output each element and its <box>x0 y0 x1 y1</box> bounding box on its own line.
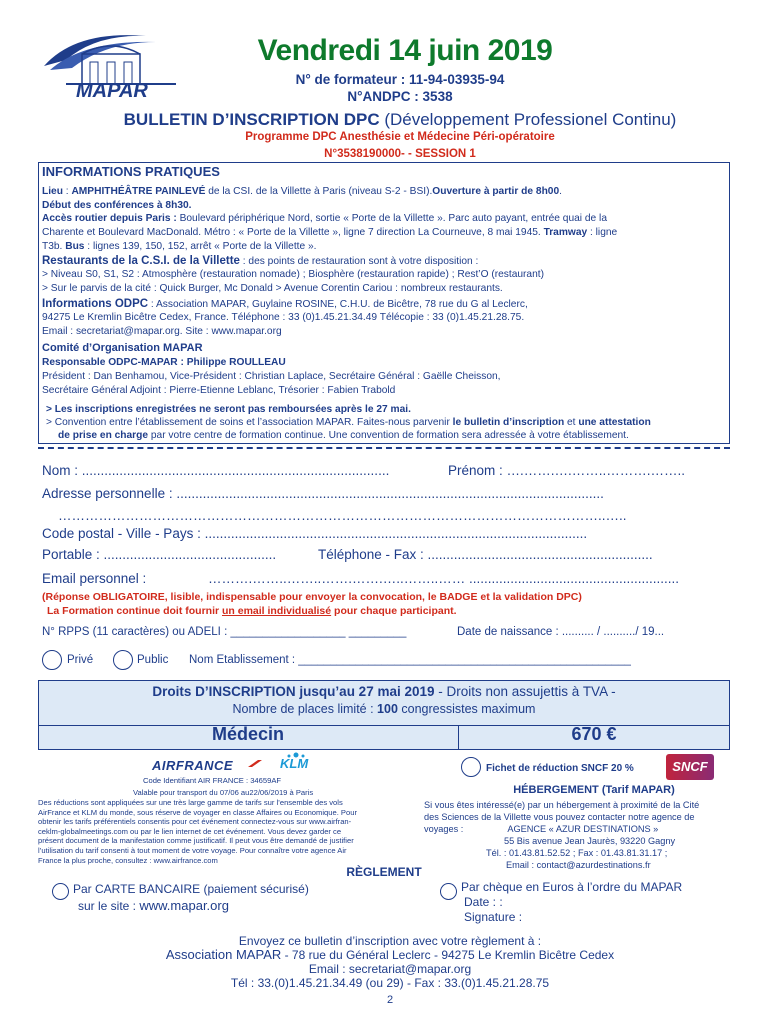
footer-address: Association MAPAR - 78 rue du Général Leclerc - 94275 Le Kremlin Bicêtre Cedex <box>165 947 615 962</box>
site-link[interactable]: www.mapar.org <box>139 898 229 913</box>
airfrance-code: Code Identifiant AIR FRANCE : 34659AF <box>143 776 282 785</box>
airfrance-validity: Valable pour transport du 07/06 au22/06/2019 à Paris <box>133 788 314 797</box>
page-title: Vendredi 14 juin 2019 <box>257 34 553 67</box>
prenom-field[interactable]: Prénom : ….…….….……..……….…….. <box>448 463 686 478</box>
adresse-field-line2[interactable]: …………………………………………………………………………………………………………..….. <box>58 508 627 523</box>
lieu-text: Lieu : AMPHITHÉÂTRE PAINLEVÉ de la CSI. de la Villette à Paris (niveau S-2 - BSI).Ouverture à partir de 8h00. <box>42 186 562 197</box>
page-number: 2 <box>386 994 394 1006</box>
debut-text: Début des conférences à 8h30. <box>42 200 192 211</box>
bulletin-title: BULLETIN D’INSCRIPTION DPC (Développement Professionel Continu) <box>123 110 677 129</box>
note-prise-en-charge: de prise en charge par votre centre de formation continue. Une convention de formation sera adressée à votre établissement. <box>58 430 629 441</box>
formateur-number: N° de formateur : 11-94-03935-94 <box>295 72 505 87</box>
prive-label: Privé <box>67 654 94 666</box>
comite-line2: Secrétaire Général Adjoint : Pierre-Etienne Leblanc, Trésorier : Fabien Trabold <box>42 385 396 396</box>
naissance-field[interactable]: Date de naissance : .......... / ........../ 19... <box>457 626 665 638</box>
sncf-radio[interactable] <box>461 757 481 777</box>
odpc-line2: 94275 Le Kremlin Bicêtre Cedex, France. Téléphone : 33 (0)1.45.21.34.49 Télécopie : 33 (0)1.45.21.28.75. <box>42 312 525 323</box>
cheque-date[interactable]: Date : : <box>464 895 503 909</box>
etablissement-field[interactable]: Nom Etablissement : ____________________________________________________ <box>189 654 631 666</box>
logo-text: MAPAR <box>76 80 148 102</box>
comite-heading: Comité d’Organisation MAPAR <box>42 342 203 354</box>
resto-line2: > Niveau S0, S1, S2 : Atmosphère (restauration nomade) ; Biosphère (restauration rapide) ; Rest’O (restaurant) <box>42 269 544 280</box>
andpc-number: N°ANDPC : 3538 <box>347 89 453 104</box>
info-heading: INFORMATIONS PRATIQUES <box>42 164 220 179</box>
mapar-logo <box>36 26 186 106</box>
places: Nombre de places limité : 100 congressistes maximum <box>232 702 536 716</box>
email-label: Email personnel : <box>42 571 147 586</box>
rpps-field[interactable]: N° RPPS (11 caractères) ou ADELI : __________________ _________ <box>42 626 407 638</box>
cheque-label: Par chèque en Euros à l’ordre du MAPAR <box>461 880 683 894</box>
carte-radio[interactable] <box>52 883 69 900</box>
resto-text: Restaurants de la C.S.I. de la Villette : des points de restauration sont à votre disposition : <box>42 255 479 267</box>
klm-logo: KLM <box>280 756 309 771</box>
adresse-field[interactable]: Adresse personnelle : .................................................................................................................. <box>42 486 604 501</box>
acces-line2: Charente et Boulevard MacDonald. Métro : « Porte de la Villette », ligne 7 direction La Courneuve, 8 mai 1945. Tramway : ligne <box>42 227 618 238</box>
responsable: Responsable ODPC-MAPAR : Philippe ROULLEAU <box>42 357 286 368</box>
session: N°3538190000- - SESSION 1 <box>324 148 476 160</box>
site-line: sur le site : www.mapar.org <box>78 898 229 913</box>
sncf-logo: SNCF <box>666 754 714 780</box>
footer-email: Email : secretariat@mapar.org <box>308 962 472 976</box>
odpc-text: Informations ODPC : Association MAPAR, Guylaine ROSINE, C.H.U. de Bicêtre, 78 rue du G al Leclerc, <box>42 298 528 310</box>
cheque-radio[interactable] <box>440 883 457 900</box>
airfrance-stripe-icon <box>248 756 262 766</box>
odpc-line3: Email : secretariat@mapar.org. Site : www.mapar.org <box>42 326 282 337</box>
hebergement-title: HÉBERGEMENT (Tarif MAPAR) <box>513 784 675 796</box>
note-remboursement: > Les inscriptions enregistrées ne seront pas remboursées après le 27 mai. <box>46 404 411 415</box>
cut-line <box>38 447 730 449</box>
comite-line1: Président : Dan Benhamou, Vice-Président : Christian Laplace, Secrétaire Général : Gaëlle Cheisson, <box>42 371 501 382</box>
airfrance-logo: AIRFRANCE <box>152 758 234 773</box>
footer-send: Envoyez ce bulletin d’inscription avec votre règlement à : <box>238 934 542 948</box>
public-radio[interactable] <box>113 650 133 670</box>
footer-phone: Tél : 33.(0)1.45.21.34.49 (ou 29) - Fax : 33.(0)1.45.21.28.75 <box>230 976 550 990</box>
email-individual-note: La Formation continue doit fournir un email individualisé pour chaque participant. <box>47 605 457 617</box>
programme: Programme DPC Anesthésie et Médecine Péri-opératoire <box>245 131 555 143</box>
droits-title: Droits D’INSCRIPTION jusqu’au 27 mai 2019 - Droits non assujettis à TVA - <box>152 684 616 699</box>
cheque-signature[interactable]: Signature : <box>464 910 523 924</box>
carte-label: Par CARTE BANCAIRE (paiement sécurisé) <box>73 882 309 896</box>
cp-ville-field[interactable]: Code postal - Ville - Pays : ...................................................................................................... <box>42 526 588 541</box>
prive-radio[interactable] <box>42 650 62 670</box>
acces-text: Accès routier depuis Paris : Boulevard périphérique Nord, sortie « Porte de la Villette ». Parc auto payant, entrée quai de la <box>42 213 607 224</box>
sncf-fichet: Fichet de réduction SNCF 20 % <box>486 763 634 774</box>
email-warning: (Réponse OBLIGATOIRE, lisible, indispensable pour envoyer la convocation, le BADGE et la validation DPC) <box>42 591 582 603</box>
airfrance-text: Des réductions sont appliquées sur une très large gamme de tarifs sur l’ensemble des vols AirFrance et KLM du monde, sous réserve de voyager en classe Affaires ou Economique. Pour obtenir les tarifs préférentiels consentis pour cet événement connectez-vous sur www.airfran- ceklm-globalmeetings.com ou par le lien internet de cet événement. Vous devez garder ce présent document de la manifestation comme justificatif. Il peut vous être demandé de justifier l’utilisation du tarif consenti à tout moment de votre voyage. Pour connaître votre agence Air France la plus proche, consultez : www.airfrance.com <box>38 798 357 865</box>
note-convention: > Convention entre l’établissement de soins et l’association MAPAR. Faites-nous parvenir le bulletin d’inscription et une attestation <box>46 417 651 428</box>
public-label: Public <box>137 654 169 666</box>
telephone-field[interactable]: Téléphone - Fax : ............................................................ <box>318 547 653 562</box>
nom-field[interactable]: Nom : .................................................................................. <box>42 463 390 478</box>
medecin-label: Médecin <box>211 724 285 744</box>
reglement-title: RÈGLEMENT <box>346 865 422 879</box>
price: 670 € <box>571 724 617 744</box>
email-field[interactable]: ……….……..……..…….…….…..……..…… ........................................................ <box>208 571 680 586</box>
portable-field[interactable]: Portable : .............................................. <box>42 547 277 562</box>
hebergement-text: Si vous êtes intéressé(e) par un hébergement à proximité de la Cité des Sciences de la Villette vous pouvez contacter notre agence de voyages : AGENCE « AZUR DESTINATIONS » 55 Bis avenue Jean Jaurès, 93220 Gagny Tél. : 01.43.81.52.52 ; Fax : 01.43.81.31.17 ; Email : contact@azurdestinations.fr <box>424 800 700 870</box>
acces-line3: T3b. Bus : lignes 139, 150, 152, arrêt « Porte de la Villette ». <box>42 241 317 252</box>
resto-line3: > Sur le parvis de la cité : Quick Burger, Mc Donald > Avenue Corentin Cariou : nombreux restaurants. <box>42 283 503 294</box>
